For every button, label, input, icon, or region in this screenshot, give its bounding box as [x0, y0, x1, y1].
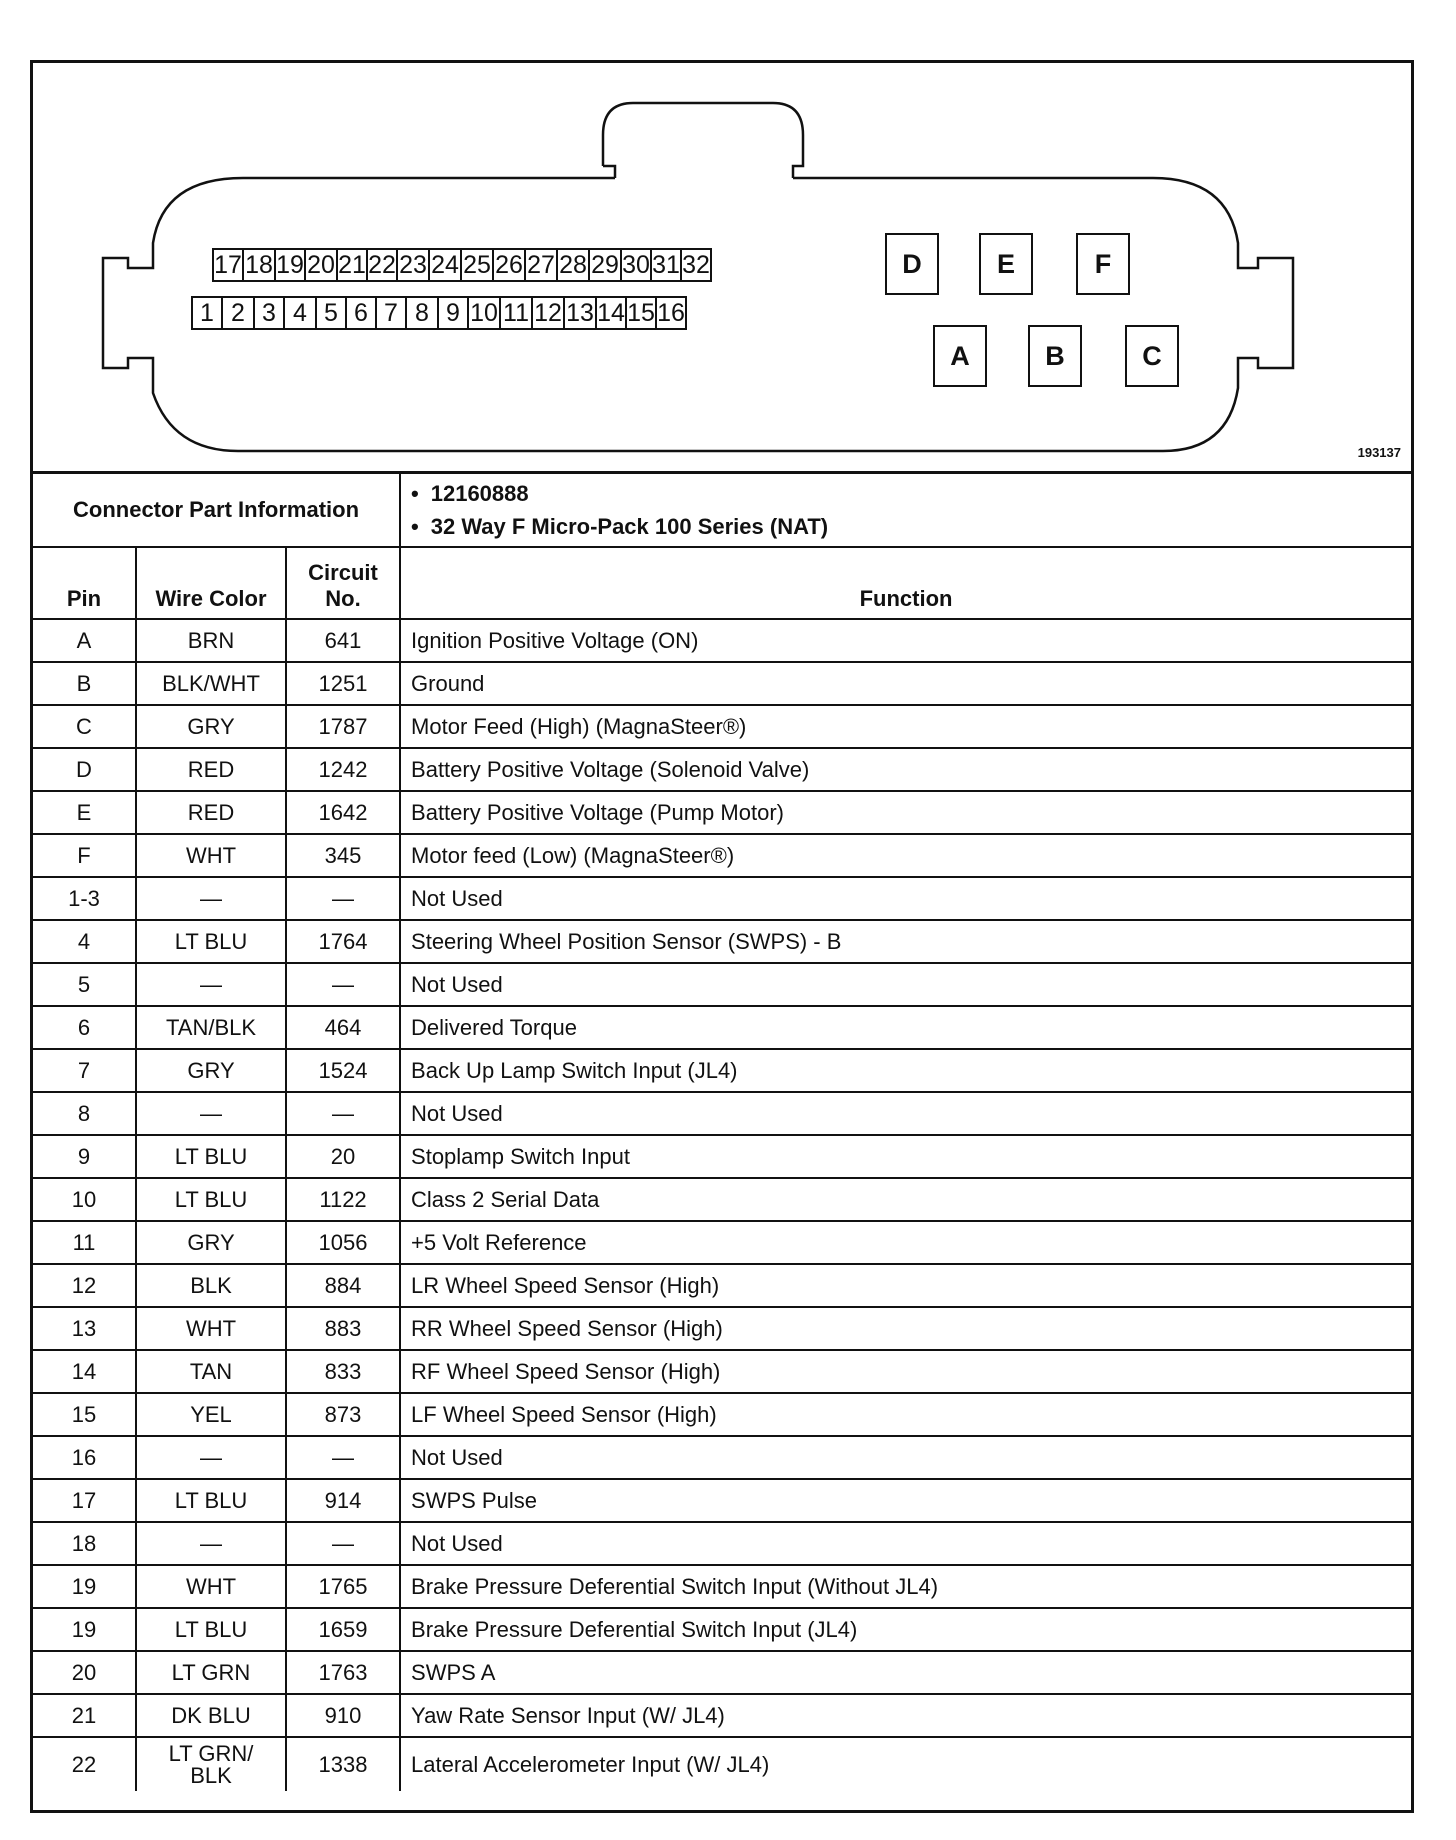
row-wire-color: LT BLU [136, 920, 286, 963]
row-wire-color: BLK/WHT [136, 662, 286, 705]
row-circuit: — [286, 1522, 400, 1565]
row-pin: E [33, 791, 136, 834]
pin-cell: 15 [625, 296, 657, 330]
row-pin: 9 [33, 1135, 136, 1178]
part-number: • 12160888 [411, 481, 529, 506]
row-wire-color: LT GRN [136, 1651, 286, 1694]
table-row [33, 1565, 1411, 1608]
pin-cell: 14 [595, 296, 627, 330]
pin-b: B [1028, 325, 1082, 387]
row-function: SWPS Pulse [400, 1479, 1411, 1522]
top-pin-row [214, 248, 712, 282]
table-row [33, 834, 1411, 877]
table-row [33, 1307, 1411, 1350]
row-wire-color: — [136, 877, 286, 920]
row-wire-color: GRY [136, 1049, 286, 1092]
row-circuit: 883 [286, 1307, 400, 1350]
pin-cell: 11 [499, 296, 533, 330]
row-wire-color: WHT [136, 1307, 286, 1350]
table-row [33, 1350, 1411, 1393]
row-function: Ground [400, 662, 1411, 705]
row-circuit: 873 [286, 1393, 400, 1436]
pin-cell: 7 [375, 296, 407, 330]
row-circuit: — [286, 963, 400, 1006]
row-wire-color: GRY [136, 1221, 286, 1264]
row-circuit: 1763 [286, 1651, 400, 1694]
row-circuit: — [286, 1436, 400, 1479]
row-wire-color: WHT [136, 1565, 286, 1608]
row-circuit: — [286, 1092, 400, 1135]
row-pin: 21 [33, 1694, 136, 1737]
row-circuit: 1122 [286, 1178, 400, 1221]
row-function: LF Wheel Speed Sensor (High) [400, 1393, 1411, 1436]
pin-cell: 20 [304, 248, 338, 282]
pin-cell: 18 [242, 248, 276, 282]
table-row [33, 1049, 1411, 1092]
pin-cell: 8 [405, 296, 439, 330]
row-wire-color: TAN/BLK [136, 1006, 286, 1049]
row-wire-color: LT BLU [136, 1608, 286, 1651]
table-row [33, 1522, 1411, 1565]
pin-cell: 19 [274, 248, 306, 282]
row-function: Lateral Accelerometer Input (W/ JL4) [400, 1737, 1411, 1791]
row-wire-color: — [136, 1522, 286, 1565]
row-pin: 19 [33, 1608, 136, 1651]
row-pin: 14 [33, 1350, 136, 1393]
table-row [33, 1737, 1411, 1791]
row-pin: 20 [33, 1651, 136, 1694]
row-wire-color: — [136, 1436, 286, 1479]
pin-cell: 21 [336, 248, 368, 282]
pin-cell: 22 [366, 248, 398, 282]
row-wire-color: RED [136, 748, 286, 791]
row-wire-color: LT BLU [136, 1178, 286, 1221]
row-pin: B [33, 662, 136, 705]
row-pin: 17 [33, 1479, 136, 1522]
row-wire-color: DK BLU [136, 1694, 286, 1737]
table-row [33, 1479, 1411, 1522]
row-pin: 18 [33, 1522, 136, 1565]
table-row [33, 748, 1411, 791]
row-circuit: 1338 [286, 1737, 400, 1791]
row-function: Motor feed (Low) (MagnaSteer®) [400, 834, 1411, 877]
row-circuit: 1765 [286, 1565, 400, 1608]
row-circuit: 884 [286, 1264, 400, 1307]
row-function: +5 Volt Reference [400, 1221, 1411, 1264]
row-function: Yaw Rate Sensor Input (W/ JL4) [400, 1694, 1411, 1737]
row-circuit: 641 [286, 619, 400, 662]
row-pin: 16 [33, 1436, 136, 1479]
figure-id: 193137 [1357, 445, 1401, 460]
table-row [33, 791, 1411, 834]
row-function: Brake Pressure Deferential Switch Input (Without JL4) [400, 1565, 1411, 1608]
row-function: Delivered Torque [400, 1006, 1411, 1049]
row-pin: 15 [33, 1393, 136, 1436]
row-function: Ignition Positive Voltage (ON) [400, 619, 1411, 662]
table-row [33, 1006, 1411, 1049]
table-row [33, 877, 1411, 920]
row-function: Steering Wheel Position Sensor (SWPS) - B [400, 920, 1411, 963]
row-circuit: 1056 [286, 1221, 400, 1264]
row-circuit: 1251 [286, 662, 400, 705]
bottom-pin-row [193, 296, 687, 330]
table-row [33, 1694, 1411, 1737]
pin-cell: 3 [253, 296, 285, 330]
row-wire-color: BLK [136, 1264, 286, 1307]
pin-cell: 32 [680, 248, 712, 282]
table-row [33, 963, 1411, 1006]
row-function: Battery Positive Voltage (Pump Motor) [400, 791, 1411, 834]
row-wire-color: BRN [136, 619, 286, 662]
row-wire-color: LT BLU [136, 1479, 286, 1522]
pin-cell: 5 [315, 296, 347, 330]
row-pin: 7 [33, 1049, 136, 1092]
row-pin: 5 [33, 963, 136, 1006]
row-pin: 11 [33, 1221, 136, 1264]
row-pin: 8 [33, 1092, 136, 1135]
row-pin: 6 [33, 1006, 136, 1049]
table-row [33, 920, 1411, 963]
header-function: Function [400, 547, 1411, 619]
pin-cell: 30 [620, 248, 652, 282]
header-pin: Pin [33, 547, 136, 619]
row-circuit: 1242 [286, 748, 400, 791]
row-circuit: 1764 [286, 920, 400, 963]
table-row [33, 1178, 1411, 1221]
pin-d: D [885, 233, 939, 295]
row-circuit: 464 [286, 1006, 400, 1049]
row-circuit: 1524 [286, 1049, 400, 1092]
pin-cell: 10 [467, 296, 501, 330]
row-circuit: 833 [286, 1350, 400, 1393]
row-function: Motor Feed (High) (MagnaSteer®) [400, 705, 1411, 748]
part-info-values [400, 474, 1411, 547]
table-row [33, 619, 1411, 662]
row-function: Not Used [400, 1092, 1411, 1135]
part-info-label: Connector Part Information [33, 474, 400, 547]
row-wire-color: — [136, 963, 286, 1006]
table-row [33, 1608, 1411, 1651]
row-pin: 4 [33, 920, 136, 963]
row-circuit: 20 [286, 1135, 400, 1178]
row-pin: 10 [33, 1178, 136, 1221]
pin-cell: 25 [460, 248, 494, 282]
row-pin: 1-3 [33, 877, 136, 920]
pin-cell: 4 [283, 296, 317, 330]
table-row [33, 1221, 1411, 1264]
pin-table [33, 474, 1411, 1791]
row-function: Brake Pressure Deferential Switch Input (JL4) [400, 1608, 1411, 1651]
row-circuit: 1642 [286, 791, 400, 834]
row-pin: 13 [33, 1307, 136, 1350]
row-function: Back Up Lamp Switch Input (JL4) [400, 1049, 1411, 1092]
pin-c: C [1125, 325, 1179, 387]
header-circuit: Circuit No. [286, 547, 400, 619]
row-pin: F [33, 834, 136, 877]
row-circuit: 910 [286, 1694, 400, 1737]
table-row [33, 1393, 1411, 1436]
pin-cell: 31 [650, 248, 682, 282]
table-row [33, 1651, 1411, 1694]
pin-cell: 26 [492, 248, 526, 282]
row-function: SWPS A [400, 1651, 1411, 1694]
row-pin: 19 [33, 1565, 136, 1608]
pin-cell: 17 [212, 248, 244, 282]
row-function: RF Wheel Speed Sensor (High) [400, 1350, 1411, 1393]
pin-cell: 27 [524, 248, 558, 282]
row-function: Not Used [400, 963, 1411, 1006]
pin-f: F [1076, 233, 1130, 295]
table-row [33, 705, 1411, 748]
row-wire-color: — [136, 1092, 286, 1135]
row-circuit: 1659 [286, 1608, 400, 1651]
pin-cell: 28 [556, 248, 590, 282]
row-function: LR Wheel Speed Sensor (High) [400, 1264, 1411, 1307]
row-circuit: 1787 [286, 705, 400, 748]
row-pin: 12 [33, 1264, 136, 1307]
row-pin: A [33, 619, 136, 662]
pin-cell: 29 [588, 248, 622, 282]
pin-cell: 2 [221, 296, 255, 330]
row-function: Class 2 Serial Data [400, 1178, 1411, 1221]
row-function: Not Used [400, 877, 1411, 920]
row-function: Not Used [400, 1522, 1411, 1565]
pin-cell: 1 [191, 296, 223, 330]
row-wire-color: LT GRN/ BLK [136, 1737, 286, 1791]
row-wire-color: TAN [136, 1350, 286, 1393]
row-pin: D [33, 748, 136, 791]
row-function: RR Wheel Speed Sensor (High) [400, 1307, 1411, 1350]
pin-e: E [979, 233, 1033, 295]
table-row [33, 1135, 1411, 1178]
row-circuit: 345 [286, 834, 400, 877]
pin-a: A [933, 325, 987, 387]
row-wire-color: YEL [136, 1393, 286, 1436]
pin-cell: 24 [428, 248, 462, 282]
pin-cell: 13 [563, 296, 597, 330]
row-pin: 22 [33, 1737, 136, 1791]
connector-sheet [30, 60, 1414, 1813]
part-description: • 32 Way F Micro-Pack 100 Series (NAT) [411, 514, 829, 539]
table-row [33, 1436, 1411, 1479]
table-row [33, 1264, 1411, 1307]
row-wire-color: LT BLU [136, 1135, 286, 1178]
pin-cell: 16 [655, 296, 687, 330]
row-wire-color: RED [136, 791, 286, 834]
pin-cell: 23 [396, 248, 430, 282]
row-wire-color: WHT [136, 834, 286, 877]
pin-cell: 9 [437, 296, 469, 330]
row-pin: C [33, 705, 136, 748]
row-wire-color: GRY [136, 705, 286, 748]
table-row [33, 1092, 1411, 1135]
row-circuit: — [286, 877, 400, 920]
header-wire-color: Wire Color [136, 547, 286, 619]
row-function: Stoplamp Switch Input [400, 1135, 1411, 1178]
row-circuit: 914 [286, 1479, 400, 1522]
connector-diagram [33, 63, 1411, 474]
pin-cell: 6 [345, 296, 377, 330]
row-function: Battery Positive Voltage (Solenoid Valve) [400, 748, 1411, 791]
row-function: Not Used [400, 1436, 1411, 1479]
pin-cell: 12 [531, 296, 565, 330]
table-row [33, 662, 1411, 705]
